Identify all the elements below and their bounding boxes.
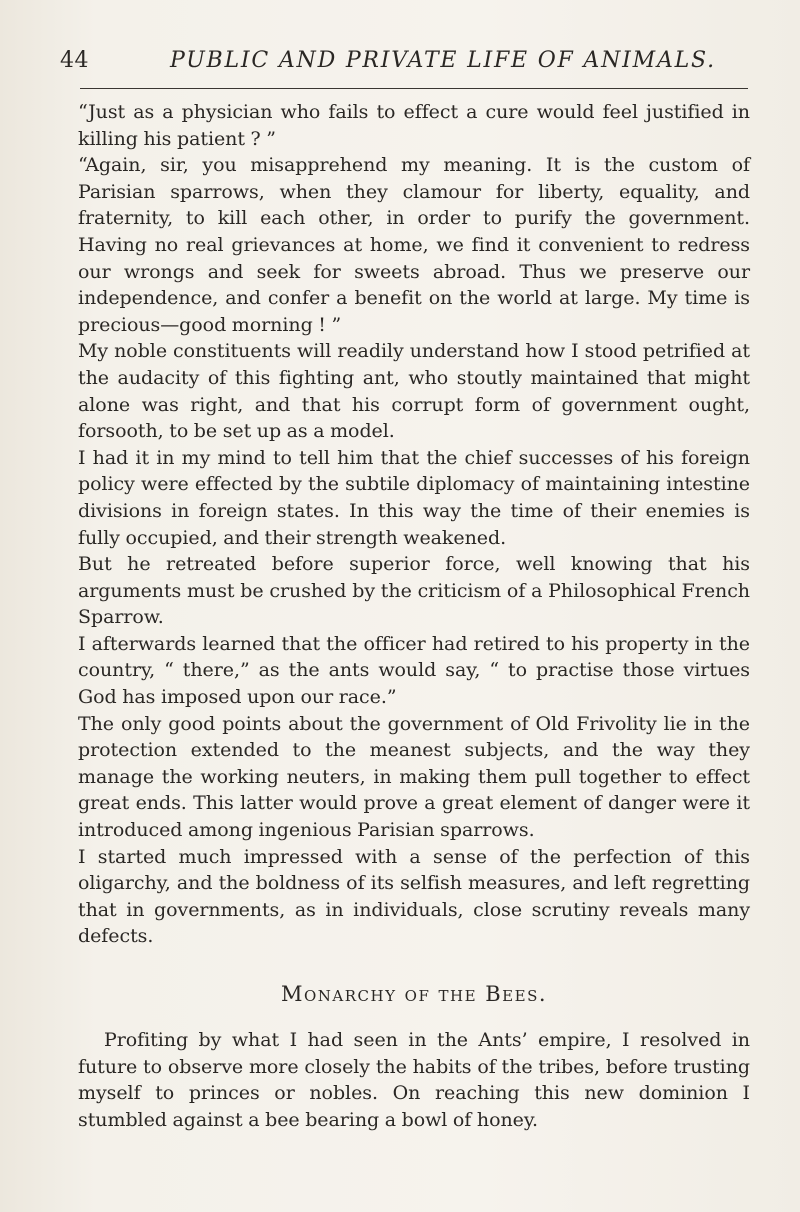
paragraph: Profiting by what I had seen in the Ants’ empire, I resolved in future to observe more closely the habits of the tribes, before trusting myself to princes or nobles. On reaching this new dominion I stumbled against a bee bearing a bowl of honey. — [78, 1029, 750, 1131]
paragraph: The only good points about the government of Old Frivolity lie in the protection extended to the meanest subjects, and the way they manage the working neuters, in making them pull together to effect great ends. This latter would prove a great element of danger were it introduced among ingenious Parisian sparrows. — [78, 712, 750, 842]
paragraph: I had it in my mind to tell him that the chief successes of his foreign policy were effected by the subtile diplomacy of maintaining intestine divisions in foreign states. In this way the time of their enemies is fully occupied, and their strength weakened. — [78, 446, 750, 549]
paragraph: My noble constituents will readily understand how I stood petrified at the audacity of this fighting ant, who stoutly maintained that might alone was right, and that his corrupt form of government ought, forsooth, to be set up as a model. — [78, 340, 750, 443]
paragraph: “Again, sir, you misapprehend my meaning. It is the custom of Parisian sparrows, when they clamour for liberty, equality, and fraternity, to kill each other, in order to purify the government. Having no real grievances at home, we find it convenient to redress our wrongs and seek for sweets abroad. Thus we preserve our independence, and confer a benefit on the world at large. My time is precious—good morning ! ” — [78, 154, 750, 336]
header-rule — [80, 88, 748, 89]
paragraph: I afterwards learned that the officer had retired to his property in the country, “ there,” as the ants would say, “ to practise those virtues God has imposed upon our race.” — [78, 632, 750, 709]
page-number: 44 — [60, 48, 89, 73]
page-header — [60, 48, 750, 82]
paragraph: I started much impressed with a sense of the perfection of this oligarchy, and the boldness of its selfish measures, and left regretting that in governments, as in individuals, close scrutiny reveals many defects. — [78, 845, 750, 948]
paragraph: But he retreated before superior force, well knowing that his arguments must be crushed by the criticism of a Philosophical French Sparrow. — [78, 553, 750, 629]
running-title: PUBLIC AND PRIVATE LIFE OF ANIMALS. — [170, 48, 716, 73]
body-text — [78, 99, 750, 1133]
paragraph: “Just as a physician who fails to effect a cure would feel justified in killing his patient ? ” — [78, 101, 750, 150]
section-heading: Monarchy of the Bees. — [280, 982, 548, 1006]
